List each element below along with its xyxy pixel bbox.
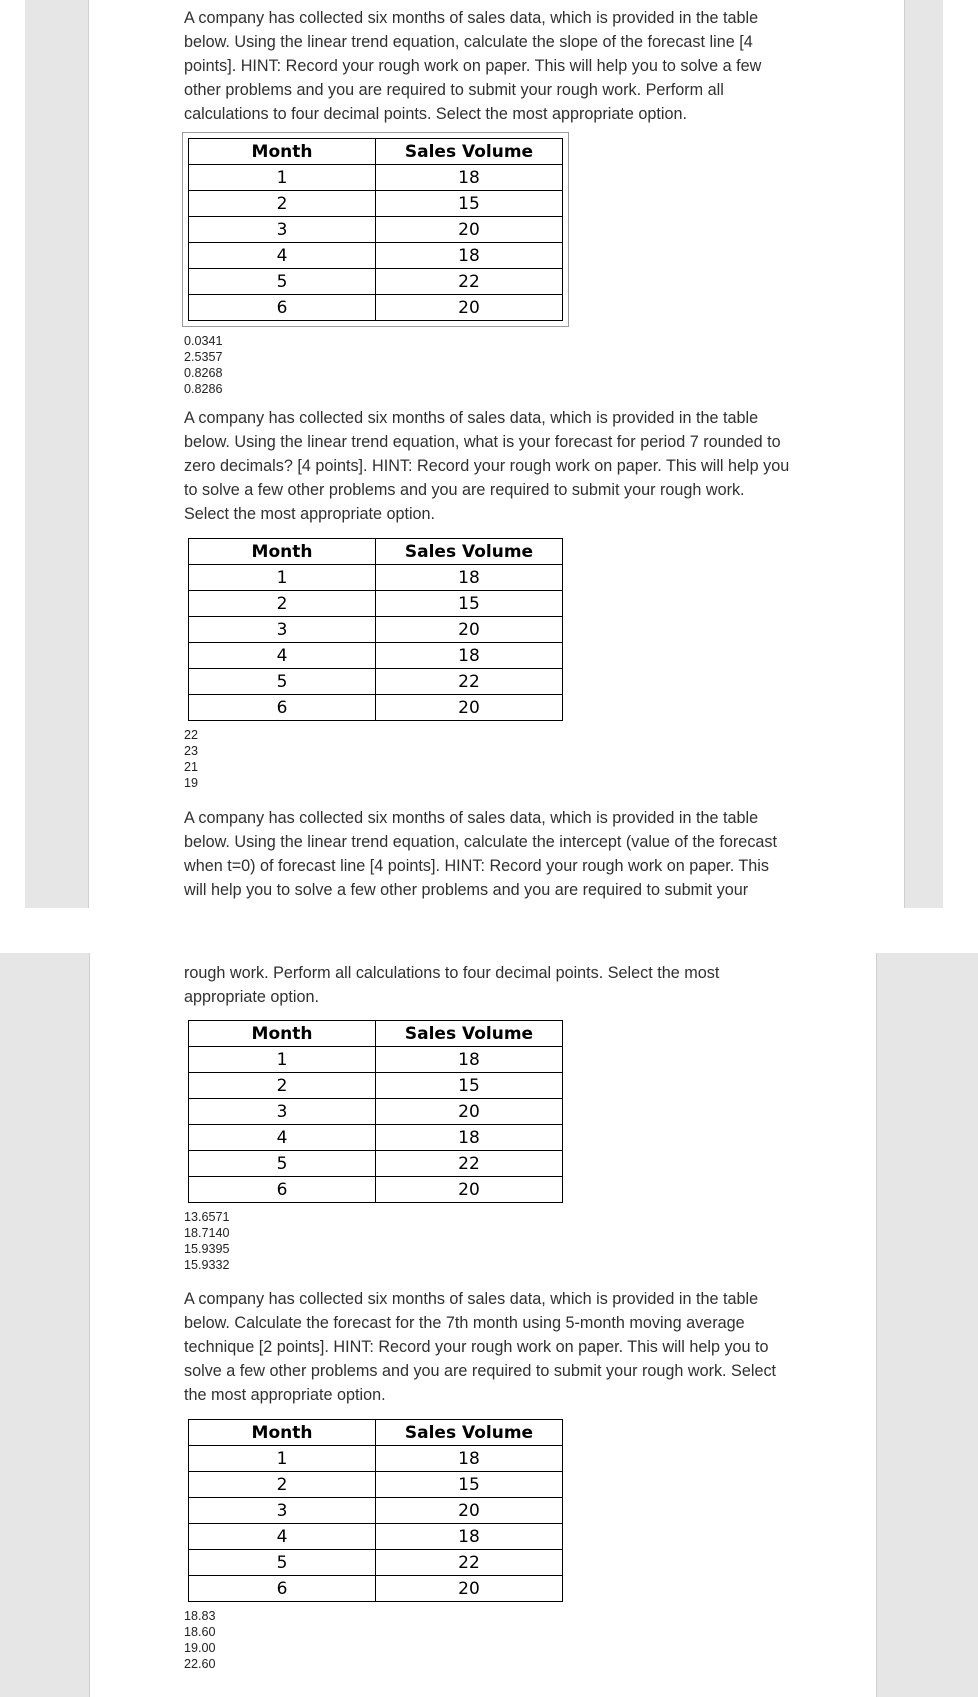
sales-cell: 22 — [376, 1151, 563, 1177]
month-cell: 6 — [189, 1177, 376, 1203]
month-cell: 3 — [189, 1498, 376, 1524]
table-row — [189, 617, 563, 643]
answer-option[interactable]: 19.00 — [184, 1641, 216, 1655]
table-row — [189, 591, 563, 617]
table-row — [189, 565, 563, 591]
sales-cell: 18 — [376, 565, 563, 591]
answer-option[interactable]: 18.7140 — [184, 1226, 230, 1240]
month-cell: 5 — [189, 1151, 376, 1177]
table-row — [189, 643, 563, 669]
table-row — [189, 1099, 563, 1125]
month-cell: 4 — [189, 1524, 376, 1550]
header-month: Month — [189, 1021, 376, 1047]
sales-cell: 20 — [376, 1576, 563, 1602]
sales-cell: 18 — [376, 1446, 563, 1472]
sales-cell: 20 — [376, 1177, 563, 1203]
month-cell: 3 — [189, 617, 376, 643]
sales-table-wrap — [188, 1020, 794, 1203]
sales-cell: 18 — [376, 1524, 563, 1550]
answer-options — [184, 1608, 794, 1672]
table-row — [189, 1446, 563, 1472]
table-header-row — [189, 539, 563, 565]
month-cell: 1 — [189, 565, 376, 591]
month-cell: 5 — [189, 669, 376, 695]
sales-cell: 15 — [376, 191, 563, 217]
question-4 — [184, 1287, 794, 1672]
table-header-row — [189, 1021, 563, 1047]
sales-cell: 18 — [376, 1125, 563, 1151]
sales-table — [188, 138, 563, 321]
answer-option[interactable]: 0.8286 — [184, 382, 223, 396]
question-text: A company has collected six months of sales data, which is provided in the table below. Using the linear trend equation, calculate the slope of the forecast line [4 points]. HINT: Record your rough work on paper. This will help you to solve a few other problems and you are required to submit your rough work. Perform all calculations to four decimal points. Select the most appropriate option. — [184, 9, 762, 123]
answer-option[interactable]: 0.0341 — [184, 334, 223, 348]
table-row — [189, 165, 563, 191]
sales-cell: 18 — [376, 243, 563, 269]
sales-table — [188, 538, 563, 721]
month-cell: 6 — [189, 695, 376, 721]
table-row — [189, 669, 563, 695]
table-header-row — [189, 139, 563, 165]
answer-options — [184, 727, 794, 791]
month-cell: 5 — [189, 269, 376, 295]
sales-cell: 18 — [376, 1047, 563, 1073]
sales-cell: 20 — [376, 1099, 563, 1125]
table-row — [189, 1498, 563, 1524]
month-cell: 1 — [189, 1446, 376, 1472]
sales-cell: 22 — [376, 269, 563, 295]
sales-table-wrap — [188, 1419, 794, 1602]
table-row — [189, 1047, 563, 1073]
month-cell: 2 — [189, 191, 376, 217]
answer-option[interactable]: 19 — [184, 776, 199, 790]
table-header-row — [189, 1420, 563, 1446]
month-cell: 6 — [189, 295, 376, 321]
sales-table-wrap — [188, 538, 794, 721]
table-row — [189, 295, 563, 321]
question-text: A company has collected six months of sales data, which is provided in the table below. Using the linear trend equation, what is your forecast for period 7 rounded to zero decimals? [4 points]. HINT: Record your rough work on paper. This will help you to solve a few other problems and you are required to submit your rough work. Select the most appropriate option. — [184, 409, 790, 523]
month-cell: 1 — [189, 165, 376, 191]
sales-table — [188, 1419, 563, 1602]
sales-cell: 18 — [376, 643, 563, 669]
sales-cell: 20 — [376, 1498, 563, 1524]
table-row — [189, 1073, 563, 1099]
answer-option[interactable]: 13.6571 — [184, 1210, 230, 1224]
header-sales-volume: Sales Volume — [376, 539, 563, 565]
table-row — [189, 1550, 563, 1576]
table-row — [189, 1125, 563, 1151]
question-3-continued — [184, 961, 794, 1273]
month-cell: 4 — [189, 643, 376, 669]
question-3 — [184, 806, 794, 902]
table-row — [189, 1151, 563, 1177]
sales-cell: 20 — [376, 217, 563, 243]
table-row — [189, 1576, 563, 1602]
question-2 — [184, 406, 794, 791]
question-1 — [184, 6, 794, 397]
sales-cell: 18 — [376, 165, 563, 191]
table-row — [189, 269, 563, 295]
answer-option[interactable]: 21 — [184, 760, 199, 774]
question-text: rough work. Perform all calculations to four decimal points. Select the most appropriate option. — [184, 964, 720, 1006]
sales-table — [188, 1020, 563, 1203]
month-cell: 1 — [189, 1047, 376, 1073]
month-cell: 3 — [189, 217, 376, 243]
month-cell: 2 — [189, 1073, 376, 1099]
answer-option[interactable]: 18.60 — [184, 1625, 216, 1639]
table-row — [189, 1472, 563, 1498]
answer-options — [184, 333, 794, 397]
header-sales-volume: Sales Volume — [376, 1021, 563, 1047]
table-row — [189, 1177, 563, 1203]
table-row — [189, 695, 563, 721]
month-cell: 4 — [189, 1125, 376, 1151]
sales-cell: 20 — [376, 695, 563, 721]
answer-option[interactable]: 18.83 — [184, 1609, 216, 1623]
sales-cell: 20 — [376, 295, 563, 321]
month-cell: 6 — [189, 1576, 376, 1602]
answer-option[interactable]: 2.5357 — [184, 350, 223, 364]
answer-option[interactable]: 15.9332 — [184, 1258, 230, 1272]
sales-cell: 15 — [376, 591, 563, 617]
question-text: A company has collected six months of sales data, which is provided in the table below. Calculate the forecast for the 7th month using 5-month moving average technique [2 points]. HINT: Record your rough work on paper. This will help you to solve a few other problems and you are required to submit your rough work. Select the most appropriate option. — [184, 1290, 777, 1404]
month-cell: 3 — [189, 1099, 376, 1125]
sales-table-frame — [182, 132, 569, 327]
answer-options — [184, 1209, 794, 1273]
sales-cell: 20 — [376, 617, 563, 643]
sales-cell: 22 — [376, 1550, 563, 1576]
month-cell: 5 — [189, 1550, 376, 1576]
answer-option[interactable]: 23 — [184, 744, 199, 758]
answer-option[interactable]: 15.9395 — [184, 1242, 230, 1256]
month-cell: 2 — [189, 591, 376, 617]
header-month: Month — [189, 1420, 376, 1446]
answer-option[interactable]: 22.60 — [184, 1657, 216, 1671]
answer-option[interactable]: 0.8268 — [184, 366, 223, 380]
table-row — [189, 191, 563, 217]
header-sales-volume: Sales Volume — [376, 1420, 563, 1446]
answer-option[interactable]: 22 — [184, 728, 199, 742]
header-month: Month — [189, 139, 376, 165]
question-text: A company has collected six months of sales data, which is provided in the table below. Using the linear trend equation, calculate the intercept (value of the forecast when t=0) of forecast line [4 points]. HINT: Record your rough work on paper. This will help you to solve a few other problems and you are required to submit your — [184, 809, 778, 899]
sales-cell: 22 — [376, 669, 563, 695]
header-month: Month — [189, 539, 376, 565]
sales-cell: 15 — [376, 1472, 563, 1498]
month-cell: 2 — [189, 1472, 376, 1498]
table-row — [189, 243, 563, 269]
table-row — [189, 217, 563, 243]
table-row — [189, 1524, 563, 1550]
month-cell: 4 — [189, 243, 376, 269]
header-sales-volume: Sales Volume — [376, 139, 563, 165]
sales-cell: 15 — [376, 1073, 563, 1099]
